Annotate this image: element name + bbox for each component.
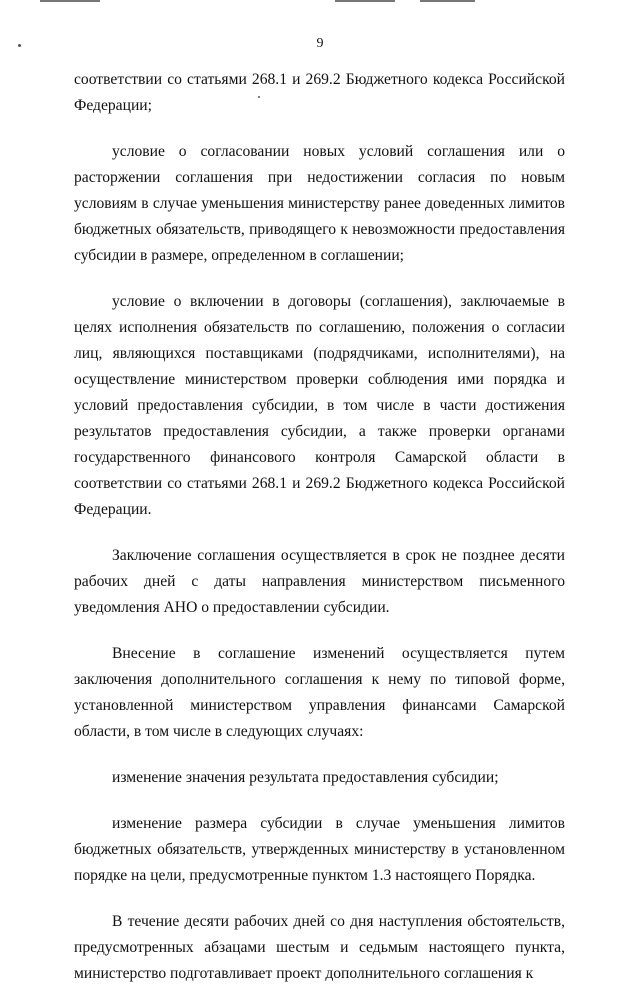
scan-artifact <box>40 0 100 2</box>
paragraph: В течение десяти рабочих дней со дня наступления обстоятельств, предусмотренных абзацами шестым и седьмым настоящего пункта, министерство подготавливает проект дополнительного соглашения к <box>74 913 565 982</box>
paragraph: условие о включении в договоры (соглашения), заключаемые в целях исполнения обязательств по соглашению, положения о согласии лиц, являющихся поставщиками (подрядчиками, исполнителями), на осуществление министерством проверки соблюдения ими порядка и условий предоставления субсидии, в том числе в части достижения результатов предоставления субсидии, а также проверки органами государственного финансового контроля Самарской области в соответствии со статьями 268.1 и 269.2 Бюджетного кодекса Российской Федерации. <box>74 293 565 518</box>
paragraph: соответствии со статьями 268.1 и 269.2 Бюджетного кодекса Российской Федерации; <box>74 71 565 114</box>
paragraph: условие о согласовании новых условий соглашения или о расторжении соглашения при недостижении согласия по новым условиям в случае уменьшения министерству ранее доведенных лимитов бюджетных обязательств, приводящего к невозможности предоставления субсидии в размере, определенном в соглашении; <box>74 143 565 264</box>
paragraph: изменение значения результата предоставления субсидии; <box>112 769 499 786</box>
page-number: 9 <box>316 36 324 51</box>
document-body <box>74 67 565 987</box>
paragraph: Заключение соглашения осуществляется в срок не позднее десяти рабочих дней с даты направления министерством письменного уведомления АНО о предоставлении субсидии. <box>74 547 565 616</box>
paragraph: Внесение в соглашение изменений осуществляется путем заключения дополнительного соглашения к нему по типовой форме, установленной министерством управления финансами Самарской области, в том числе в следующих случаях: <box>74 645 565 740</box>
paragraph: изменение размера субсидии в случае уменьшения лимитов бюджетных обязательств, утвержденных министерству в установленном порядке на цели, предусмотренные пунктом 1.3 настоящего Порядка. <box>74 815 565 884</box>
scan-artifact <box>335 0 395 2</box>
scan-artifact <box>420 0 475 2</box>
